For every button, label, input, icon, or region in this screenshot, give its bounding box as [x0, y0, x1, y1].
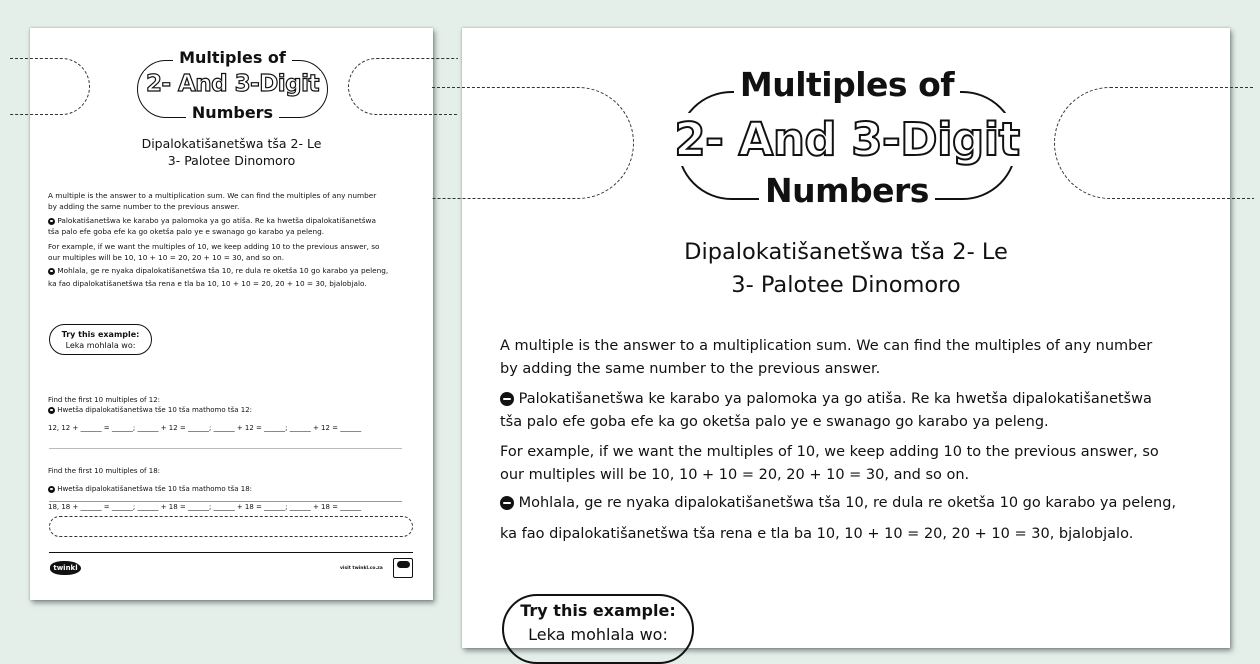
dashed-left-shape	[10, 58, 90, 115]
worksheet-subtitle: Dipalokatišanetšwa tša 2- Le 3- Palotee Dinomoro	[141, 136, 322, 168]
dashed-right-shape	[1054, 87, 1254, 199]
twinkl-logo: twinkl	[50, 561, 81, 575]
nso-language-badge-icon	[500, 496, 514, 510]
nso-language-badge-icon	[48, 407, 55, 414]
nso-language-badge-icon	[48, 268, 55, 275]
footer-url: visit twinkl.co.za	[340, 566, 383, 571]
nso-language-badge-icon	[48, 218, 55, 225]
title-line-2: 2- And 3-Digit	[674, 113, 1020, 166]
intro-section: A multiple is the answer to a multiplication sum. We can find the multiples of any number by adding the same number to the previous answer. Palokatišanetšwa ke karabo ya palomoka ya go atiša. Re ka hwetša dipalokatišanetšwa tša palo efe goba efe ka go oketša palo ye e swanago go karabo ya peleng. For example, if we want the multiples of 10, we keep adding 10 to the previous answer, so our multiples will be 10, 10 + 10 = 20, 20 + 10 = 30, and so on. Mohlala, ge re nyaka dipalokatišanetšwa tša 10, re dula re oketša 10 go karabo ya peleng, ka fao dipalokatišanetšwa tša rena e tla ba 10, 10 + 10 = 20, 20 + 10 = 30, bjalobjalo.	[500, 338, 1177, 542]
worksheet-title	[652, 63, 1042, 218]
worksheet-zoomed-page	[462, 28, 1230, 648]
footer-rule	[49, 552, 413, 553]
title-line-1: Multiples of	[734, 65, 960, 104]
worksheet-subtitle: Dipalokatišanetšwa tša 2- Le 3- Palotee Dinomoro	[684, 239, 1008, 298]
answer-rule[interactable]	[49, 501, 402, 502]
nso-language-badge-icon	[48, 486, 55, 493]
intro-section: A multiple is the answer to a multiplication sum. We can find the multiples of any number by adding the same number to the previous answer. Palokatišanetšwa ke karabo ya palomoka ya go atiša. Re ka hwetša dipalokatišanetšwa tša palo efe goba efe ka go oketša palo ye e swanago go karabo ya peleng. For example, if we want the multiples of 10, we keep adding 10 to the previous answer, so our multiples will be 10, 10 + 10 = 20, 20 + 10 = 30, and so on. Mohlala, ge re nyaka dipalokatišanetšwa tša 10, re dula re oketša 10 go karabo ya peleng, ka fao dipalokatišanetšwa tša rena e tla ba 10, 10 + 10 = 20, 20 + 10 = 30, bjalobjalo.	[48, 191, 389, 288]
exercise-18: Find the first 10 multiples of 18: Hwetša dipalokatišanetšwa tše 10 tša mathomo tša 18: 18, 18 + ______ = ______; ______ + 18 = ______; ______ + 18 = ______; ______ + 18 = ______	[48, 440, 418, 512]
title-line-3: Numbers	[186, 103, 279, 122]
title-line-1: Multiples of	[173, 48, 292, 67]
exercise-12: Find the first 10 multiples of 12: Hwetša dipalokatišanetšwa tše 10 tša mathomo tša 12: 12, 12 + ______ = ______; ______ + 12 = ______; ______ + 12 = ______; ______ + 12 = ______	[48, 395, 418, 433]
title-line-2: 2- And 3-Digit	[145, 71, 320, 97]
worksheet-title	[125, 46, 340, 126]
exercise-18-answer-line[interactable]: 18, 18 + ______ = ______; ______ + 18 = ______; ______ + 18 = ______; ______ + 18 = ______	[48, 503, 362, 511]
nso-language-badge-icon	[500, 392, 514, 406]
exercise-12-answer-line[interactable]: 12, 12 + ______ = ______; ______ + 12 = ______; ______ + 12 = ______; ______ + 12 = ______	[48, 424, 362, 432]
dashed-left-shape	[432, 87, 634, 199]
worksheet-thumbnail-page	[30, 28, 433, 600]
try-this-example-bubble: Try this example: Leka mohlala wo:	[502, 594, 694, 664]
title-line-3: Numbers	[759, 171, 935, 210]
dashed-answer-box[interactable]	[49, 516, 413, 537]
try-this-example-bubble: Try this example: Leka mohlala wo:	[49, 324, 152, 355]
quality-badge-icon	[393, 558, 413, 578]
